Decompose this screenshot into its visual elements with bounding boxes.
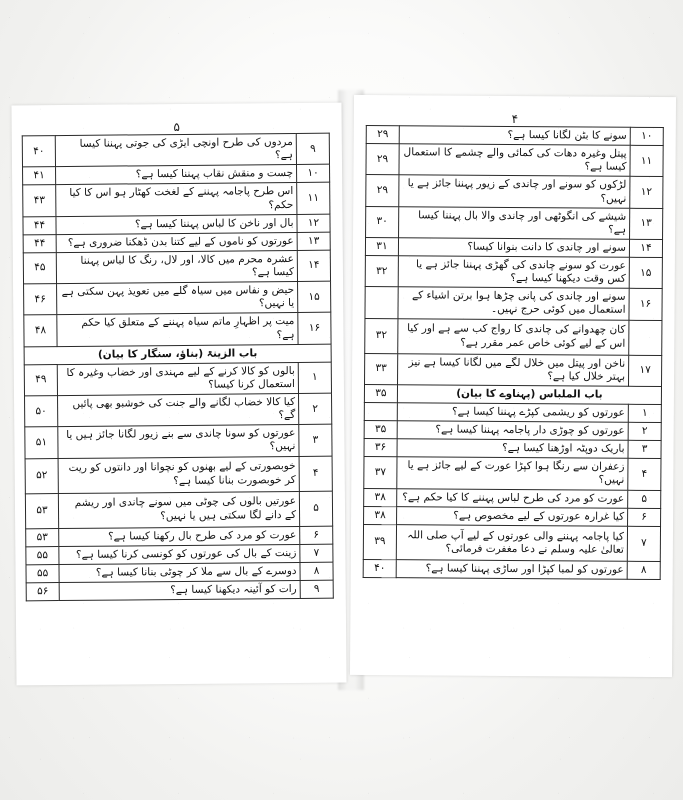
entry-page: ۵۲ [25,458,58,493]
table-row [365,255,662,288]
entry-page: ۵۶ [26,582,59,600]
entry-page: ۴۱ [23,167,56,185]
entry-text: عورتوں کو چوڑی دار پاجامہ پہننا کیسا ہے؟ [397,421,628,441]
entry-text: عورت کو مرد کی طرح بال رکھنا کیسا ہے؟ [59,526,300,546]
entry-text: عورتیں بالوں کی چوٹی میں سونے چاندی اور ریشم کے دانے لگا سکتی ہیں یا نہیں؟ [58,491,299,528]
entry-text: عورت کو سونے چاندی کی گھڑی پہننا جائز ہے یا کس وقت دیکھنا کیسا ہے؟ [398,256,629,289]
entry-number: ۱۴ [629,239,662,257]
entry-text: سونے اور چاندی کا دانت بنوانا کیسا؟ [398,238,629,258]
table-row [25,491,332,529]
table-row [23,250,330,284]
entry-page: ۴۴ [23,216,56,234]
table-row [366,144,663,177]
entry-page: ۴۳ [23,185,56,217]
entry-number: ۲ [298,393,331,425]
right-toc-table [363,125,664,580]
entry-text: لڑکوں کو سونے اور چاندی کے زیور پہننا جائز ہے یا نہیں؟ [399,175,630,208]
entry-number: ۱۲ [630,177,663,208]
entry-text: زعفران سے رنگا ہوا کپڑا عورت کے لیے جائز ہے یا نہیں؟ [397,457,628,490]
entry-text: کان چھدوانے کی چاندی کا رواج کب سے ہے اور کیا اس کے لیے کوئی خاص عمر مقرر ہے؟ [398,318,629,355]
entry-page: ۴۶ [24,284,57,316]
entry-number: ۷ [300,544,333,562]
entry-text: مردوں کی طرح اونچی ایڑی کی جوتی پہننا کیسا ہے؟ [55,133,296,166]
table-row [365,318,662,355]
entry-text: اس طرح پاجامہ پہننے کے لغخت کھٹار ہو اس کا کیا حکم؟ [56,183,297,216]
entry-text: باریک دوپٹہ اوڑھنا کیسا ہے؟ [397,439,628,459]
entry-number: ۱۰ [297,164,330,182]
entry-number [629,320,662,355]
entry-page [365,287,398,318]
entry-text: رات کو آئینہ دیکھنا کیسا ہے؟ [59,580,300,600]
entry-page: ۳۵ [364,420,397,438]
section-heading: باب الملباس (پہناوے کا بیان) [397,384,661,404]
entry-text: خوبصورتی کے لیے بھنوں کو نچوانا اور دانتوں کو ریت کر خوبصورت بنانا کیسا ہے؟ [58,456,299,493]
entry-page: ۴۹ [24,364,57,396]
table-row [24,281,331,315]
entry-text: زینت کے بال کی عورتوں کو کونسی کرنا کیسا ہے؟ [59,544,300,564]
entry-page-empty [364,402,397,420]
entry-number: ۹ [296,133,329,165]
entry-page: ۳۸ [364,488,397,506]
entry-page: ۵۵ [26,564,59,582]
entry-text: دوسرے کے بال سے ملا کر چوٹی بنانا کیسا ہے؟ [59,562,300,582]
entry-text: بال اور ناخن کا لباس پہننا کیسا ہے؟ [56,214,297,234]
entry-number: ۹ [300,580,333,598]
entry-number: ۳ [628,440,661,458]
entry-text: چست و منقش نقاب پہننا کیسا ہے؟ [56,165,297,185]
table-row [366,206,663,239]
entry-page: ۲۹ [366,175,399,206]
entry-page: ۵۵ [26,546,59,564]
entry-text: میت پر اظہارِ ماتم سیاہ پہننے کے متعلق کیا حکم ہے؟ [57,313,298,346]
entry-text: کیا پاجامہ پہننے والی عورتوں کے لیے آپ صلی اللہ تعالیٰ علیہ وسلم نے دعا مغفرت فرمائی؟ [396,524,627,561]
entry-text: عورت کو مرد کی طرح لباس پہننے کا کیا حکم ہے؟ [397,488,628,508]
entry-text: عورتوں کو ریشمی کپڑے پہننا کیسا ہے؟ [397,403,628,423]
entry-number: ۴ [628,459,661,490]
entry-page: ۵۰ [25,396,58,428]
entry-page: ۲۹ [366,125,399,143]
entry-text: عورتوں کو لمبا کپڑا اور ساڑی پہننا کیسا ہے؟ [396,559,627,579]
entry-text: کیا کالا خضاب لگانے والے جنت کی خوشبو بھی پائیں گے؟ [58,393,299,426]
entry-page: ۵۳ [26,528,59,546]
entry-number: ۱۳ [630,208,663,239]
entry-text: سونے کا بٹن لگانا کیسا ہے؟ [399,126,630,146]
entry-number: ۸ [627,561,660,579]
entry-text: عورتوں کو ناموں کے لیے کتنا بدن ڈھکنا ضروری ہے؟ [56,232,297,252]
entry-page: ۵۳ [25,493,58,528]
table-row [364,488,661,508]
entry-number: ۳ [299,424,332,456]
entry-page: ۳۰ [366,206,399,237]
entry-number: ۱۰ [630,127,663,145]
entry-text: کیا غرارہ عورتوں کے لیے مخصوص ہے؟ [397,506,628,526]
entry-number: ۵ [299,491,332,526]
section-heading-row [364,384,661,404]
entry-number: ۱۱ [297,183,330,215]
table-row [364,506,661,526]
entry-number: ۱۵ [298,281,331,313]
table-row [24,362,331,396]
table-row [25,424,332,458]
entry-number: ۵ [628,490,661,508]
table-row [366,125,663,145]
entry-text: سونے اور چاندی کی پانی چڑھا ہوا برتن اشیاء کے استعمال میں کوئی حرج نہیں۔ [398,287,629,320]
entry-text: عشرہ محرم میں کالا، اور لال، رنگ کا لباس پہننا کیسا ہے؟ [56,250,297,283]
entry-text: عورتوں کو سونا چاندی سے بنے زیور لگانا جائز ہیں یا نہیں؟ [58,425,299,458]
entry-page: ۳۵ [364,384,397,402]
entry-page: ۲۹ [366,144,399,175]
entry-number: ۱۶ [298,313,331,345]
table-row [365,353,662,386]
entry-number: ۱۵ [629,257,662,288]
entry-page: ۴۰ [22,136,55,168]
left-toc-table [22,133,334,602]
entry-number: ۶ [628,508,661,526]
table-row [363,559,660,579]
entry-text: حیض و نفاس میں سیاہ گلے میں تعویذ پہن سکتی ہے یا نہیں؟ [57,282,298,315]
entry-number: ۴ [299,456,332,491]
entry-page: ۳۸ [364,506,397,524]
entry-page: ۳۷ [364,457,397,488]
table-row [364,439,661,459]
right-page-number: ۴ [511,111,519,127]
entry-number: ۱۳ [297,232,330,250]
entry-number: ۶ [300,526,333,544]
entry-number: ۲ [628,422,661,440]
right-page [350,95,676,677]
table-row [364,457,661,490]
entry-page: ۵۱ [25,427,58,459]
entry-page: ۳۲ [365,318,398,353]
table-row [22,133,329,167]
table-row [364,420,661,440]
entry-page: ۳۳ [365,353,398,384]
entry-text: پیتل وغیرہ دھات کی کمائی والے چشمے کا استعمال کیسا ہے؟ [399,144,630,177]
section-heading: باب الزینۃ (بناؤ، سنگار کا بیان) [24,344,331,365]
table-row [23,183,330,217]
table-row [25,456,332,494]
entry-page: ۳۶ [364,439,397,457]
left-page-number: ۵ [173,119,180,135]
entry-number: ۱۴ [297,250,330,282]
table-row [363,524,660,561]
table-row [366,175,663,208]
table-row [364,402,661,422]
entry-number: ۸ [300,562,333,580]
left-page [11,103,346,686]
entry-number: ۱۱ [630,145,663,176]
entry-number: ۱۷ [629,355,662,386]
entry-number: ۱ [628,404,661,422]
entry-page: ۳۲ [365,255,398,286]
entry-text: بالوں کو کالا کرنے کے لیے مہندی اور خضاب وغیرہ کا استعمال کرنا کیسا؟ [57,362,298,395]
entry-page: ۴۵ [23,252,56,284]
table-row [26,580,333,601]
table-row [24,313,331,347]
entry-text: ناخن اور پیتل میں خلال لگے میں لگانا کیسا ہے نیز بہتر خلال کیا ہے؟ [398,353,629,386]
table-row [365,287,662,320]
entry-text: شیشے کی انگوٹھی اور چاندی والا بال پہننا کیسا ہے؟ [399,206,630,239]
entry-number: ۱ [298,362,331,394]
entry-number: ۱۲ [297,214,330,232]
entry-page: ۴۰ [363,559,396,577]
entry-page: ۳۹ [363,524,396,559]
entry-number: ۱۶ [629,289,662,320]
entry-page: ۳۱ [365,237,398,255]
table-row [25,393,332,427]
entry-page: ۴۴ [23,234,56,252]
entry-number: ۷ [627,526,660,561]
entry-page: ۴۸ [24,315,57,347]
table-row [365,237,662,257]
